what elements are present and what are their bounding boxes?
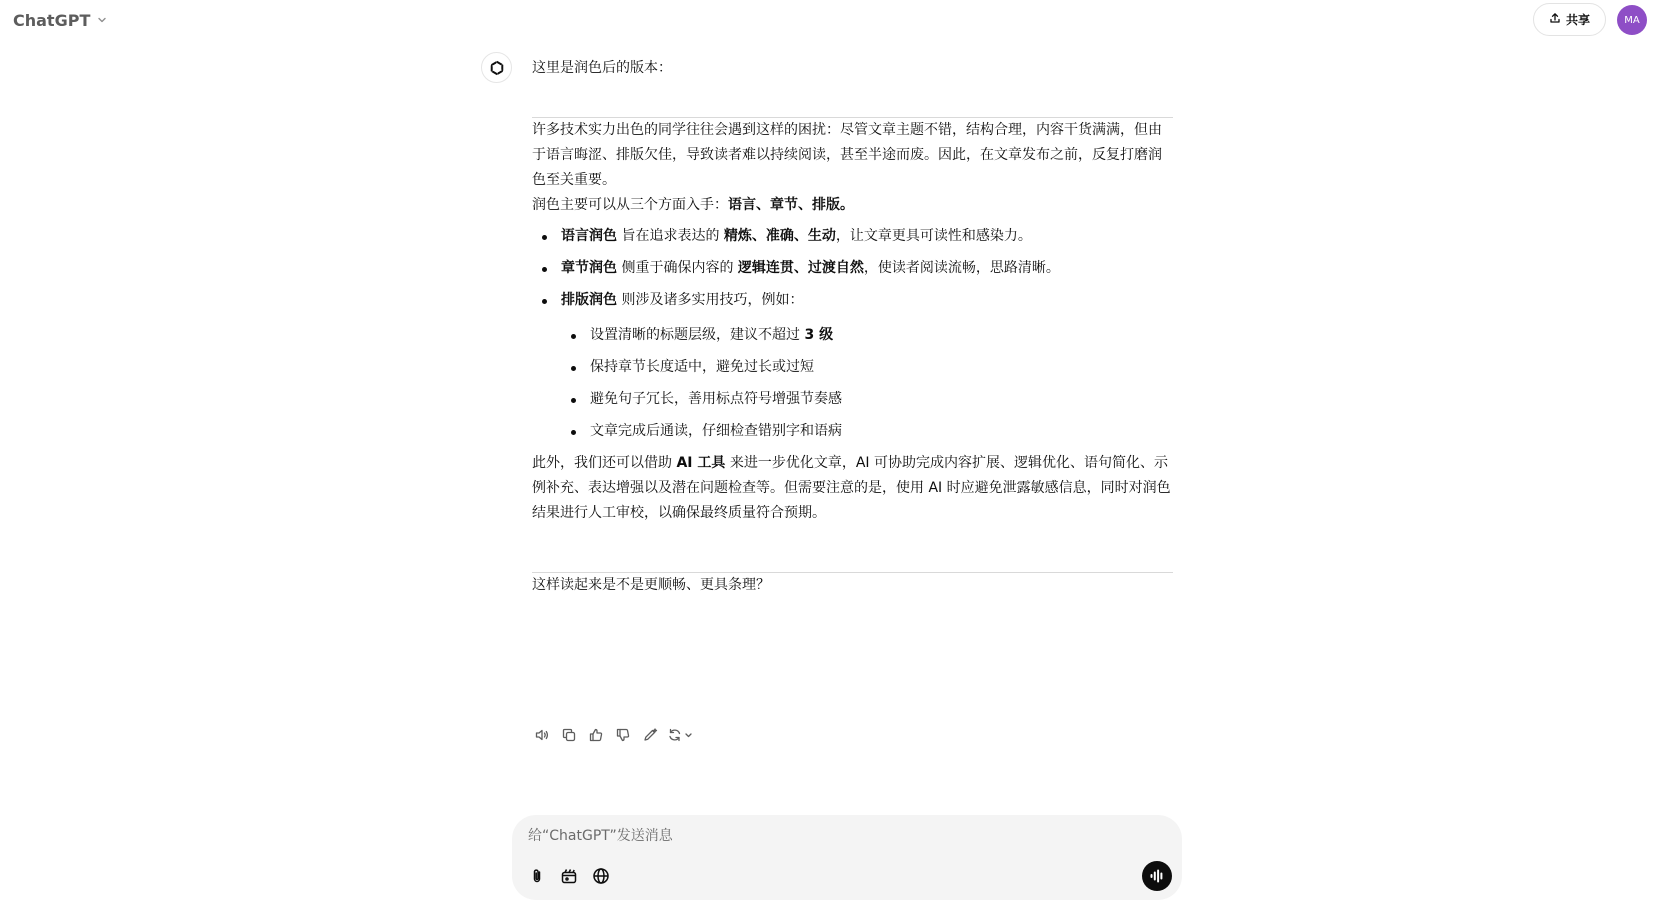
polish-list — [532, 224, 1173, 444]
share-label: 共享 — [1565, 13, 1590, 27]
openai-logo-icon — [481, 52, 512, 83]
speaker-icon[interactable] — [532, 725, 552, 745]
model-name: ChatGPT — [13, 10, 91, 30]
paragraph-2-bold: 语言、章节、排版。 — [728, 197, 854, 213]
model-selector[interactable] — [13, 9, 108, 31]
list-item — [532, 224, 1173, 249]
message-input[interactable] — [528, 823, 1088, 849]
user-avatar[interactable]: MA — [1617, 5, 1647, 35]
paragraph-3 — [532, 451, 1173, 526]
sub-item-text: 设置清晰的标题层级，建议不超过 — [590, 327, 805, 343]
paragraph-1: 许多技术实力出色的同学往往会遇到这样的困扰：尽管文章主题不错，结构合理，内容干货满满，但由于语言晦涩、排版欠佳，导致读者难以持续阅读，甚至半途而废。因此，在文章发布之前，反复打磨润色至关重要。 — [532, 122, 1162, 188]
assistant-message — [532, 56, 1173, 598]
item-emphasis: 逻辑连贯、过渡自然 — [737, 260, 864, 276]
message-intro: 这里是润色后的版本： — [532, 60, 672, 76]
paragraph-2-text: 润色主要可以从三个方面入手： — [532, 197, 728, 213]
list-item — [532, 256, 1173, 281]
attach-icon[interactable] — [525, 864, 549, 888]
edit-canvas-icon[interactable] — [640, 725, 660, 745]
item-text: ，使读者阅读流畅，思路清晰。 — [863, 260, 1060, 276]
item-title: 排版润色 — [561, 292, 617, 308]
sub-list-item: 保持章节长度适中，避免过长或过短 — [561, 355, 1173, 380]
thumbs-up-icon[interactable] — [586, 725, 606, 745]
regenerate-icon[interactable] — [667, 725, 697, 745]
sub-list-item — [561, 323, 1173, 348]
list-item — [532, 288, 1173, 444]
sub-list-item: 避免句子冗长，善用标点符号增强节奏感 — [561, 387, 1173, 412]
image-gen-icon[interactable] — [557, 864, 581, 888]
item-text: 侧重于确保内容的 — [617, 260, 738, 276]
top-bar — [0, 0, 1666, 40]
item-emphasis: 精炼、准确、生动 — [723, 228, 836, 244]
paragraph-2 — [532, 193, 1173, 218]
sub-item-emphasis: 3 级 — [804, 327, 834, 343]
share-button[interactable] — [1533, 3, 1606, 36]
thumbs-down-icon[interactable] — [613, 725, 633, 745]
message-composer — [512, 815, 1182, 900]
chevron-down-icon — [96, 14, 108, 26]
item-title: 章节润色 — [561, 260, 617, 276]
paragraph-3-bold: AI 工具 — [676, 455, 726, 471]
paragraph-3-text: 来进一步优化文章，AI 可协助完成内容扩展、逻辑优化、语句简化、示例补充、表达增强以及潜在问题检查等。但需要注意的是，使用 AI 时应避免泄露敏感信息，同时对润色结果进行人工审校，以确保最终质量符合预期。 — [532, 455, 1171, 521]
globe-icon[interactable] — [589, 864, 613, 888]
item-text: 旨在追求表达的 — [617, 228, 724, 244]
copy-icon[interactable] — [559, 725, 579, 745]
item-text: ，让文章更具可读性和感染力。 — [835, 228, 1032, 244]
closing-question: 这样读起来是不是更顺畅、更具条理？ — [532, 577, 770, 593]
voice-mode-icon[interactable] — [1142, 861, 1172, 891]
item-text: 则涉及诸多实用技巧，例如： — [617, 292, 804, 308]
paragraph-3-text: 此外，我们还可以借助 — [532, 455, 677, 471]
share-icon — [1549, 12, 1561, 27]
sub-list-item: 文章完成后通读，仔细检查错别字和语病 — [561, 419, 1173, 444]
message-actions — [532, 724, 697, 746]
item-title: 语言润色 — [561, 228, 617, 244]
layout-tips-list — [561, 323, 1173, 444]
